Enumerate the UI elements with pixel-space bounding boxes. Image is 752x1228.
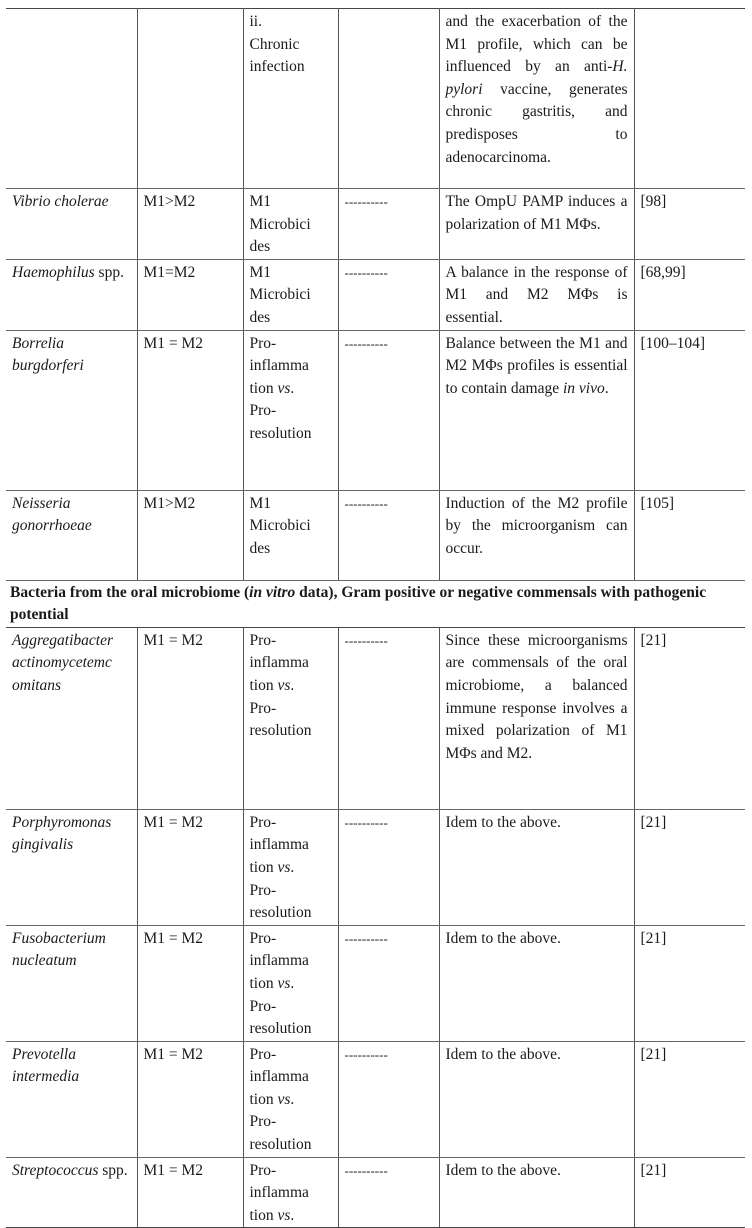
text-segment: Idem to the above. — [445, 1161, 561, 1179]
description-cell — [439, 925, 634, 1041]
polarization-cell: M1 = M2 — [137, 1041, 243, 1157]
italic-text: vs — [277, 858, 291, 876]
text-segment: vaccine, generates chronic gastritis, and predisposes to adenocarcinoma. — [445, 80, 628, 166]
reference-cell: [105] — [634, 490, 745, 580]
text-segment: Pro- inflamma tion — [249, 813, 309, 876]
organism-cell — [6, 627, 137, 809]
table-row — [6, 627, 745, 809]
profile-cell: M1 Microbici des — [243, 259, 338, 330]
description-cell — [439, 1041, 634, 1157]
profile-cell: M1 Microbici des — [243, 490, 338, 580]
organism-cell — [6, 1157, 137, 1228]
text-segment: Pro- inflamma tion — [249, 631, 309, 694]
text-segment: . Pro- resolution — [249, 379, 312, 442]
description-cell — [439, 627, 634, 809]
table-row — [6, 925, 745, 1041]
description-cell — [439, 9, 634, 189]
italic-text: vs — [277, 1206, 291, 1224]
polarization-cell: M1 = M2 — [137, 627, 243, 809]
text-segment: . — [290, 1206, 295, 1224]
profile-cell — [243, 627, 338, 809]
text-segment: . Pro- resolution — [249, 676, 312, 740]
text-segment: and the exacerbation of the M1 profile, which can be influenced by an anti- — [445, 13, 628, 76]
text-segment: A balance in the response of M1 and M2 MΦs is essential. — [445, 263, 628, 326]
italic-text: Haemophilus — [12, 263, 95, 281]
text-segment: . — [604, 379, 609, 397]
table-row — [6, 259, 745, 330]
other-cell: ---------- — [338, 1041, 439, 1157]
text-segment: . Pro- resolution — [249, 974, 312, 1038]
italic-text: Porphyromonas gingivalis — [12, 813, 112, 854]
polarization-cell: M1>M2 — [137, 490, 243, 580]
table-row — [6, 809, 745, 925]
profile-cell — [243, 925, 338, 1041]
italic-text: Streptococcus — [12, 1161, 99, 1179]
italic-text: vs — [277, 379, 291, 397]
polarization-cell: M1 = M2 — [137, 330, 243, 490]
polarization-cell: M1 = M2 — [137, 925, 243, 1041]
italic-text: Prevotella intermedia — [12, 1045, 80, 1086]
profile-cell — [243, 1157, 338, 1228]
text-segment: Idem to the above. — [445, 1045, 561, 1063]
polarization-cell — [137, 9, 243, 189]
text-segment: data), Gram positive or negative commensals with pathogenic potential — [10, 583, 707, 624]
italic-text: Vibrio cholerae — [12, 193, 109, 210]
text-segment: Since these microorganisms are commensals of the oral microbiome, a balanced immune response involves a mixed polarization of M1 MΦs and M2. — [445, 631, 628, 762]
italic-text: vs — [277, 1090, 291, 1108]
reference-cell: [21] — [634, 925, 745, 1041]
description-cell — [439, 189, 634, 260]
section-header-row — [6, 580, 745, 627]
other-cell: ---------- — [338, 925, 439, 1041]
description-cell — [439, 490, 634, 580]
profile-cell — [243, 330, 338, 490]
text-segment: Bacteria from the oral microbiome ( — [10, 583, 250, 601]
text-segment: spp. — [94, 263, 124, 281]
text-segment: The OmpU PAMP induces a polarization of M1 MΦs. — [445, 193, 628, 233]
table-row — [6, 1157, 745, 1228]
text-segment: Pro- inflamma tion — [249, 1045, 309, 1108]
table-body-oral-microbiome — [6, 627, 745, 1228]
reference-cell: [21] — [634, 809, 745, 925]
italic-text: H. pylori — [445, 58, 628, 98]
italic-text: Neisseria gonorrhoeae — [12, 494, 92, 535]
reference-cell: [100–104] — [634, 330, 745, 490]
text-segment: . Pro- resolution — [249, 1090, 312, 1154]
polarization-cell: M1=M2 — [137, 259, 243, 330]
profile-cell: ii. Chronic infection — [243, 9, 338, 189]
reference-cell: [21] — [634, 1041, 745, 1157]
macrophage-polarization-table — [6, 8, 745, 1228]
italic-text: vs — [277, 676, 291, 694]
polarization-cell: M1>M2 — [137, 189, 243, 260]
table-page — [6, 8, 745, 1228]
other-cell: ---------- — [338, 627, 439, 809]
description-cell — [439, 809, 634, 925]
italic-text: Borrelia burgdorferi — [12, 334, 84, 375]
text-segment: Idem to the above. — [445, 929, 561, 947]
table-row — [6, 189, 745, 260]
other-cell: ---------- — [338, 189, 439, 260]
other-cell: ---------- — [338, 330, 439, 490]
table-body-pathogens — [6, 9, 745, 581]
text-segment: spp. — [98, 1161, 128, 1179]
reference-cell: [21] — [634, 1157, 745, 1228]
reference-cell: [68,99] — [634, 259, 745, 330]
organism-cell — [6, 259, 137, 330]
italic-text: Aggregatibacter actinomycetemc omitans — [12, 631, 114, 694]
organism-cell — [6, 490, 137, 580]
table-body-section — [6, 580, 745, 627]
table-row — [6, 1041, 745, 1157]
reference-cell: [21] — [634, 627, 745, 809]
organism-cell — [6, 330, 137, 490]
text-segment: . Pro- resolution — [249, 858, 312, 922]
text-segment: Idem to the above. — [445, 813, 561, 831]
table-row — [6, 9, 745, 189]
reference-cell — [634, 9, 745, 189]
polarization-cell: M1 = M2 — [137, 809, 243, 925]
table-row — [6, 330, 745, 490]
other-cell: ---------- — [338, 490, 439, 580]
text-segment: Pro- inflamma tion — [249, 334, 309, 397]
profile-cell — [243, 809, 338, 925]
section-header-oral-microbiome — [6, 580, 745, 627]
description-cell — [439, 330, 634, 490]
organism-cell — [6, 1041, 137, 1157]
polarization-cell: M1 = M2 — [137, 1157, 243, 1228]
reference-cell: [98] — [634, 189, 745, 260]
other-cell — [338, 9, 439, 189]
text-segment: Pro- inflamma tion — [249, 1161, 309, 1224]
text-segment: Induction of the M2 profile by the microorganism can occur. — [445, 494, 628, 557]
italic-text: vs — [277, 974, 291, 992]
other-cell: ---------- — [338, 259, 439, 330]
other-cell: ---------- — [338, 1157, 439, 1228]
other-cell: ---------- — [338, 809, 439, 925]
organism-cell — [6, 9, 137, 189]
organism-cell — [6, 809, 137, 925]
table-row — [6, 490, 745, 580]
profile-cell: M1 Microbici des — [243, 189, 338, 260]
italic-text: in vitro — [249, 583, 296, 601]
text-segment: Balance between the M1 and M2 MΦs profiles is essential to contain damage — [445, 334, 628, 397]
italic-text: Fusobacterium nucleatum — [12, 929, 106, 970]
organism-cell — [6, 925, 137, 1041]
italic-text: in vivo — [563, 379, 605, 397]
description-cell — [439, 259, 634, 330]
profile-cell — [243, 1041, 338, 1157]
organism-cell — [6, 189, 137, 260]
description-cell — [439, 1157, 634, 1228]
text-segment: Pro- inflamma tion — [249, 929, 309, 992]
